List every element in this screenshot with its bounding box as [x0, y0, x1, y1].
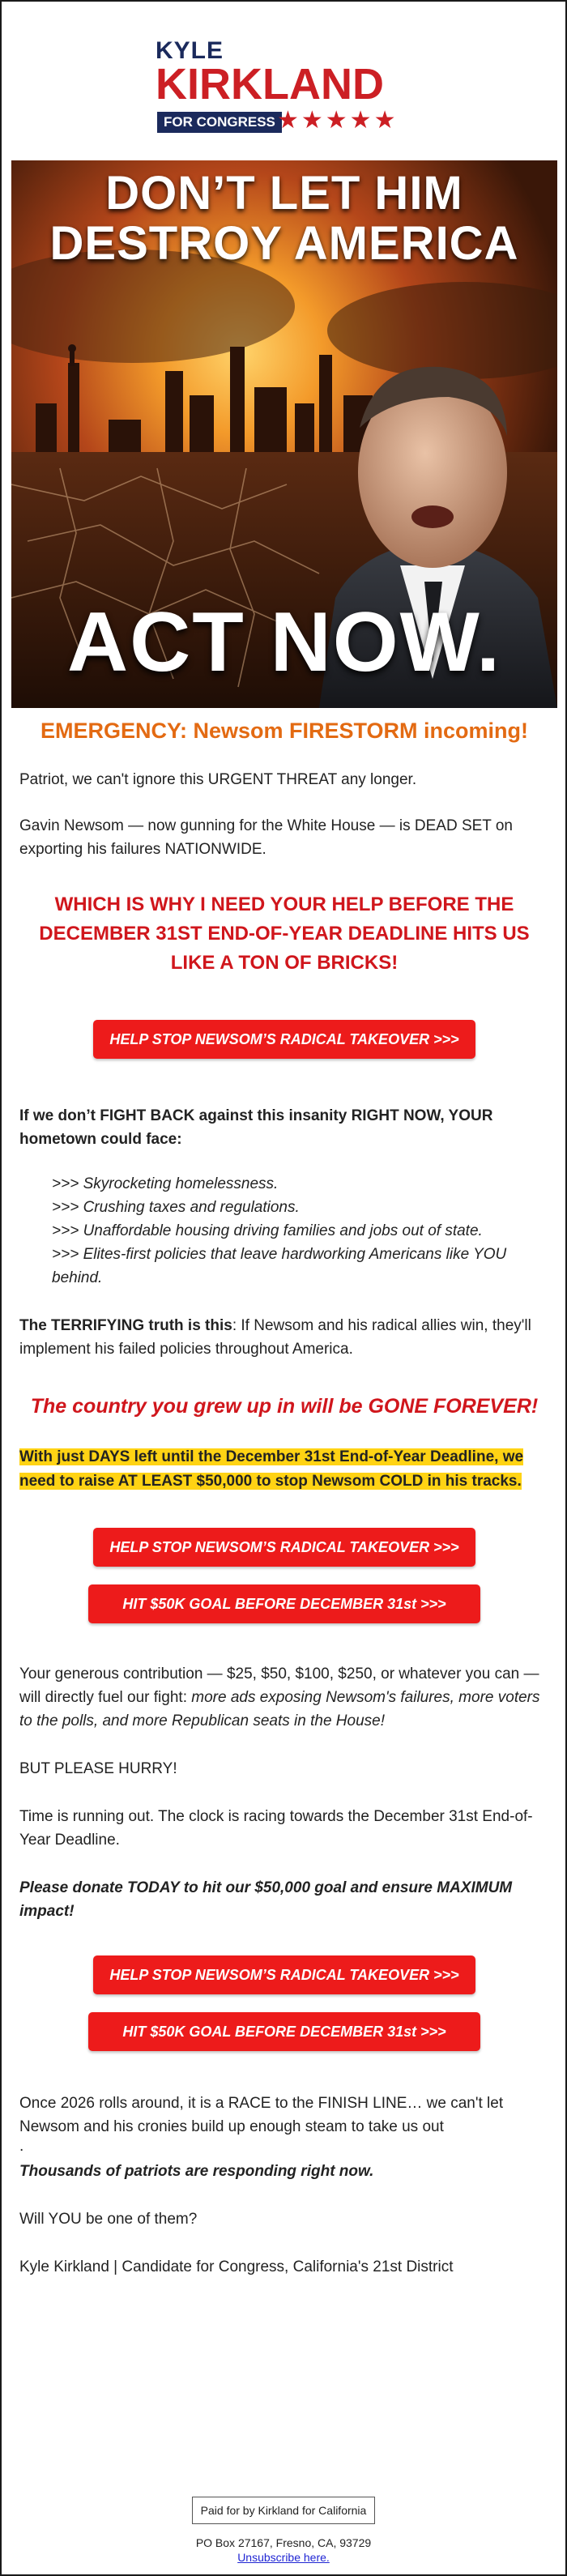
terrifying-paragraph	[19, 1314, 549, 1361]
terrifying-bold: The TERRIFYING truth is this	[19, 1317, 232, 1334]
email-footer	[2, 2497, 565, 2565]
deadline-highlight	[19, 1445, 549, 1494]
list-item: >>> Unaffordable housing driving families and jobs out of state.	[52, 1222, 483, 1239]
signature: Kyle Kirkland | Candidate for Congress, California's 21st District	[19, 2258, 454, 2275]
cta-row	[19, 2012, 549, 2051]
thousands-paragraph: Thousands of patriots are responding right now.	[19, 2163, 374, 2180]
donate-today-paragraph: Please donate TODAY to hit our $50,000 goal and ensure MAXIMUM impact!	[19, 1879, 513, 1920]
hero-headline-line-2: DESTROY AMERICA	[49, 217, 519, 270]
list-item: >>> Elites-first policies that leave hardworking Americans like YOU behind.	[52, 1246, 507, 1286]
hit-goal-button[interactable]: HIT $50K GOAL BEFORE DECEMBER 31st >>>	[88, 1584, 480, 1623]
hero-headline-line-1: DON’T LET HIM	[105, 167, 463, 220]
stop-takeover-button[interactable]: HELP STOP NEWSOM’S RADICAL TAKEOVER >>>	[93, 1955, 475, 1994]
hero-image	[11, 160, 557, 708]
will-you-paragraph: Will YOU be one of them?	[19, 2211, 198, 2228]
logo-stars-icon: ★★★★★	[277, 107, 399, 134]
hurry-paragraph: BUT PLEASE HURRY!	[19, 1760, 177, 1777]
deadline-caps-message: WHICH IS WHY I NEED YOUR HELP BEFORE THE DECEMBER 31ST END-OF-YEAR DEADLINE HITS US LIKE A TON OF BRICKS!	[39, 893, 530, 974]
contribution-paragraph	[19, 1662, 549, 1733]
cta-row	[19, 1955, 549, 1994]
cta-row	[19, 1584, 549, 1623]
cta-row	[19, 1020, 549, 1059]
hero-act-now: ACT NOW.	[67, 595, 501, 689]
fight-back-paragraph: If we don’t FIGHT BACK against this insanity RIGHT NOW, YOUR hometown could face:	[19, 1107, 493, 1148]
logo-tagline: FOR CONGRESS	[157, 112, 282, 133]
paid-for-disclaimer: Paid for by Kirkland for California	[192, 2497, 376, 2524]
hit-goal-button[interactable]: HIT $50K GOAL BEFORE DECEMBER 31st >>>	[88, 2012, 480, 2051]
intro-paragraph: Patriot, we can't ignore this URGENT THREAT any longer.	[19, 771, 417, 788]
gone-forever-message: The country you grew up in will be GONE FOREVER!	[30, 1395, 539, 1418]
terrifying-rest: : If Newsom and his radical allies win, they'll implement his failed policies throughout America.	[19, 1317, 531, 1358]
emergency-headline: EMERGENCY: Newsom FIRESTORM incoming!	[40, 719, 529, 743]
stop-takeover-button[interactable]: HELP STOP NEWSOM’S RADICAL TAKEOVER >>>	[93, 1020, 475, 1059]
cta-row	[19, 1528, 549, 1567]
logo-first-name: KYLE	[156, 37, 224, 64]
deadline-highlight-text: With just DAYS left until the December 31st End-of-Year Deadline, we need to raise AT LEAST $50,000 to stop Newsom COLD in his tracks.	[19, 1448, 524, 1490]
race-dot: .	[19, 2138, 24, 2155]
campaign-logo	[156, 37, 415, 134]
stop-takeover-button[interactable]: HELP STOP NEWSOM’S RADICAL TAKEOVER >>>	[93, 1528, 475, 1567]
race-paragraph: Once 2026 rolls around, it is a RACE to the FINISH LINE… we can't let Newsom and his cronies build up enough steam to take us out	[19, 2095, 504, 2135]
logo-last-name: KIRKLAND	[156, 60, 384, 109]
list-item: >>> Skyrocketing homelessness.	[52, 1175, 279, 1192]
unsubscribe-link[interactable]: Unsubscribe here.	[237, 2551, 330, 2564]
email-body	[19, 713, 549, 2279]
newsom-paragraph: Gavin Newsom — now gunning for the White House — is DEAD SET on exporting his failures NATIONWIDE.	[19, 817, 513, 858]
list-item: >>> Crushing taxes and regulations.	[52, 1199, 300, 1216]
contribution-italic: more ads exposing Newsom's failures, more voters to the polls, and more Republican seats in the House!	[19, 1689, 540, 1729]
time-running-paragraph: Time is running out. The clock is racing towards the December 31st End-of-Year Deadline.	[19, 1808, 533, 1849]
mailing-address: PO Box 27167, Fresno, CA, 93729	[195, 2536, 372, 2549]
contribution-plain: Your generous contribution — $25, $50, $100, $250, or whatever you can — will directly fuel our fight:	[19, 1665, 539, 1706]
hero-headline	[11, 168, 557, 269]
consequences-list	[52, 1172, 549, 1290]
